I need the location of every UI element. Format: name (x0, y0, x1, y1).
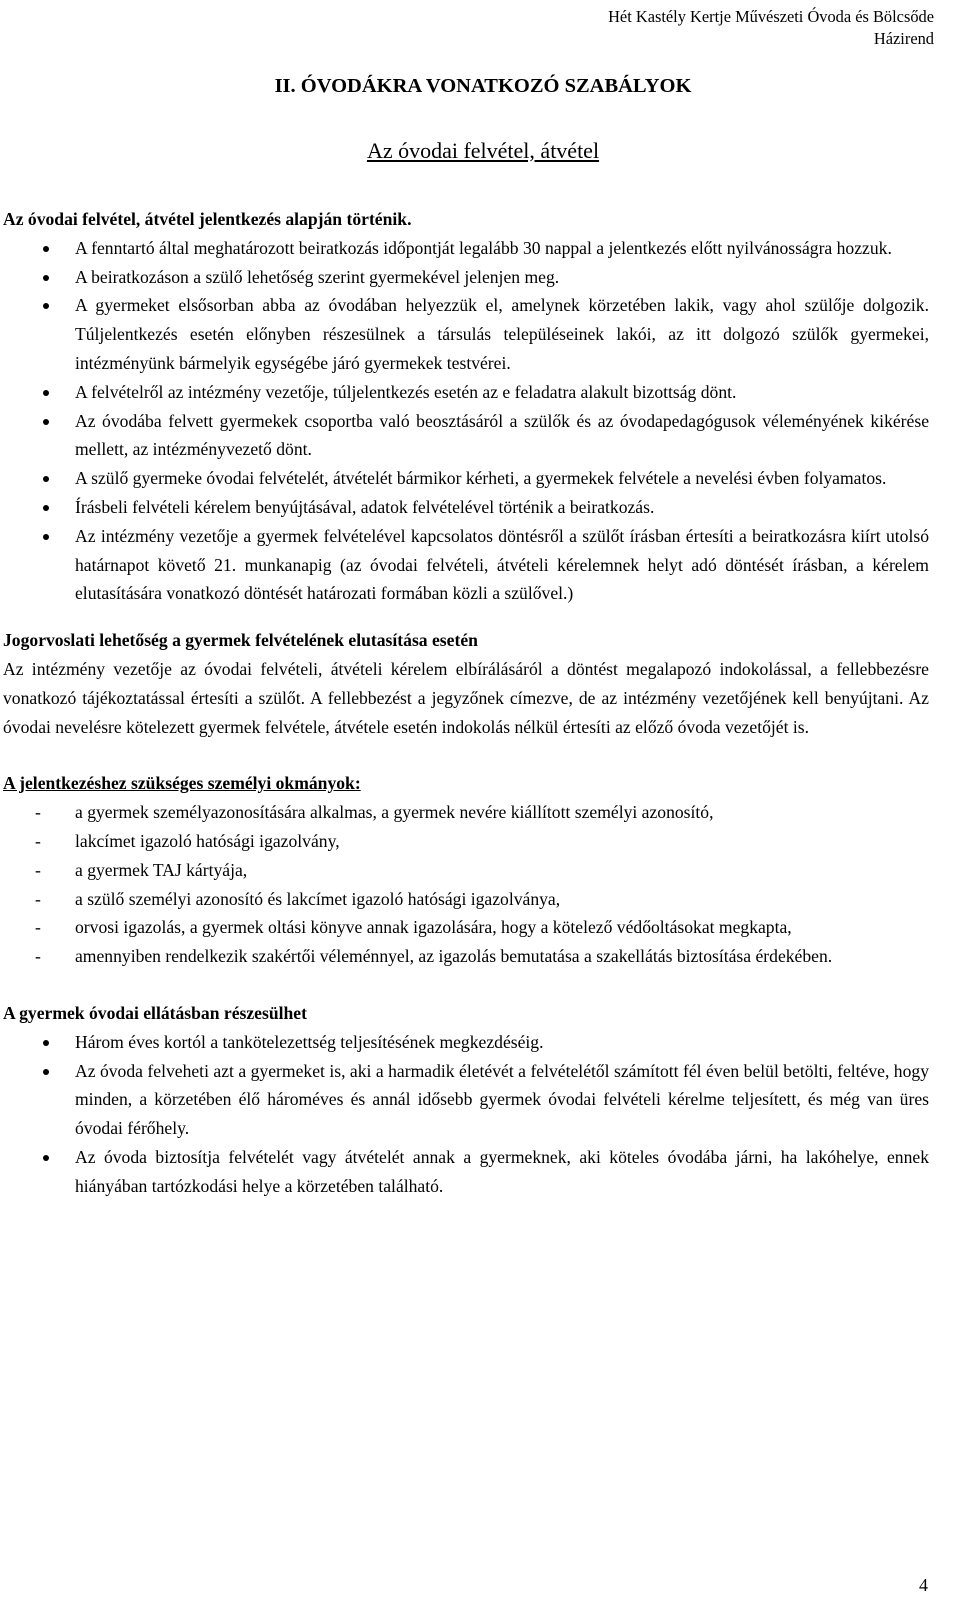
dash-marker: - (35, 946, 41, 967)
list-item: A felvételről az intézmény vezetője, túljelentkezés esetén az e feladatra alakult bizottság dönt. (3, 378, 929, 407)
list-item-text: amennyiben rendelkezik szakértői véleménnyel, az igazolás bemutatása a szakellátás biztosítása érdekében. (75, 946, 833, 967)
list-item-text: a gyermek TAJ kártyája, (75, 859, 248, 880)
header-document-name: Házirend (873, 29, 934, 48)
list-item: Az óvoda biztosítja felvételét vagy átvételét annak a gyermeknek, aki köteles óvodába járni, ha lakóhelye, ennek hiányában tartózkodási helye a körzetében található. (3, 1143, 929, 1201)
list-item: Három éves kortól a tankötelezettség teljesítésének megkezdéséig. (3, 1028, 929, 1057)
list-item: A beiratkozáson a szülő lehetőség szerint gyermekével jelenjen meg. (3, 263, 929, 292)
list-item: Az óvodába felvett gyermekek csoportba való beosztásáról a szülők és az óvodapedagógusok véleményének kikérése mellett, az intézményvezető dönt. (3, 407, 929, 465)
dash-marker: - (35, 917, 41, 938)
list-item: A szülő gyermeke óvodai felvételét, átvételét bármikor kérheti, a gyermekek felvétele a nevelési évben folyamatos. (3, 464, 929, 493)
header-school-name: Hét Kastély Kertje Művészeti Óvoda és Bölcsőde (608, 7, 934, 26)
documents-list (3, 798, 929, 971)
list-item: Az intézmény vezetője a gyermek felvételével kapcsolatos döntésről a szülőt írásban értesíti a beiratkozásra kiírt utolsó határnapot követő 21. munkanapig (az óvodai felvételi, átvételi kérelemnek helyt adó döntését írásban, a kérelem elutasítására vonatkozó döntését határozati formában közli a szülővel.) (3, 522, 929, 608)
page-number: 4 (919, 1575, 928, 1595)
list-item-text: a szülő személyi azonosító és lakcímet igazoló hatósági igazolványa, (75, 888, 561, 909)
intro-statement: Az óvodai felvétel, átvétel jelentkezés alapján történik. (3, 209, 412, 229)
documents-heading: A jelentkezéshez szükséges személyi okmányok: (3, 773, 361, 794)
admission-rules-list (3, 234, 929, 608)
list-item (3, 942, 929, 971)
list-item (3, 798, 929, 827)
dash-marker: - (35, 830, 41, 851)
document-body (3, 205, 929, 1201)
dash-marker: - (35, 859, 41, 880)
list-item-text: a gyermek személyazonosítására alkalmas, a gyermek nevére kiállított személyi azonosító, (75, 802, 714, 823)
list-item (3, 856, 929, 885)
appeal-heading: Jogorvoslati lehetőség a gyermek felvételének elutasítása esetén (3, 630, 478, 651)
list-item (3, 913, 929, 942)
list-item-text: lakcímet igazoló hatósági igazolvány, (75, 830, 340, 851)
list-item: Írásbeli felvételi kérelem benyújtásával, adatok felvételével történik a beiratkozás. (3, 493, 929, 522)
list-item (3, 827, 929, 856)
dash-marker: - (35, 802, 41, 823)
eligibility-list (3, 1028, 929, 1201)
list-item: A gyermeket elsősorban abba az óvodában helyezzük el, amelynek körzetében lakik, vagy ahol szülője dolgozik. Túljelentkezés esetén előnyben részesülnek a társulás településeinek lakói, az itt dolgozó szülők gyermekei, intézményünk bármelyik egységébe járó gyermekek testvérei. (3, 291, 929, 377)
eligibility-heading: A gyermek óvodai ellátásban részesülhet (3, 1002, 307, 1023)
list-item-text: orvosi igazolás, a gyermek oltási könyve annak igazolására, hogy a kötelező védőoltásokat megkapta, (75, 917, 792, 938)
dash-marker: - (35, 888, 41, 909)
appeal-paragraph: Az intézmény vezetője az óvodai felvételi, átvételi kérelem elbírálásáról a döntést megalapozó indokolással, a fellebbezésre vonatkozó tájékoztatással értesíti a szülőt. A fellebbezést a jegyzőnek címezve, de az intézmény vezetőjének kell benyújtani. Az óvodai nevelésre kötelezett gyermek felvétele, átvétele esetén indokolás nélkül értesíti az előző óvoda vezetőjét is. (3, 658, 929, 737)
page-header (334, 6, 934, 50)
subsection-title: Az óvodai felvétel, átvétel (366, 138, 600, 163)
list-item: Az óvoda felveheti azt a gyermeket is, aki a harmadik életévét a felvételétől számított fél éven belül betölti, feltéve, hogy minden, a körzetében élő hároméves és annál idősebb gyermek óvodai felvételi kérelme teljesített, és még van üres óvodai férőhely. (3, 1057, 929, 1143)
list-item (3, 885, 929, 914)
section-title: II. ÓVODÁKRA VONATKOZÓ SZABÁLYOK (274, 75, 692, 97)
list-item: A fenntartó által meghatározott beiratkozás időpontját legalább 30 nappal a jelentkezés előtt nyilvánosságra hozzuk. (3, 234, 929, 263)
